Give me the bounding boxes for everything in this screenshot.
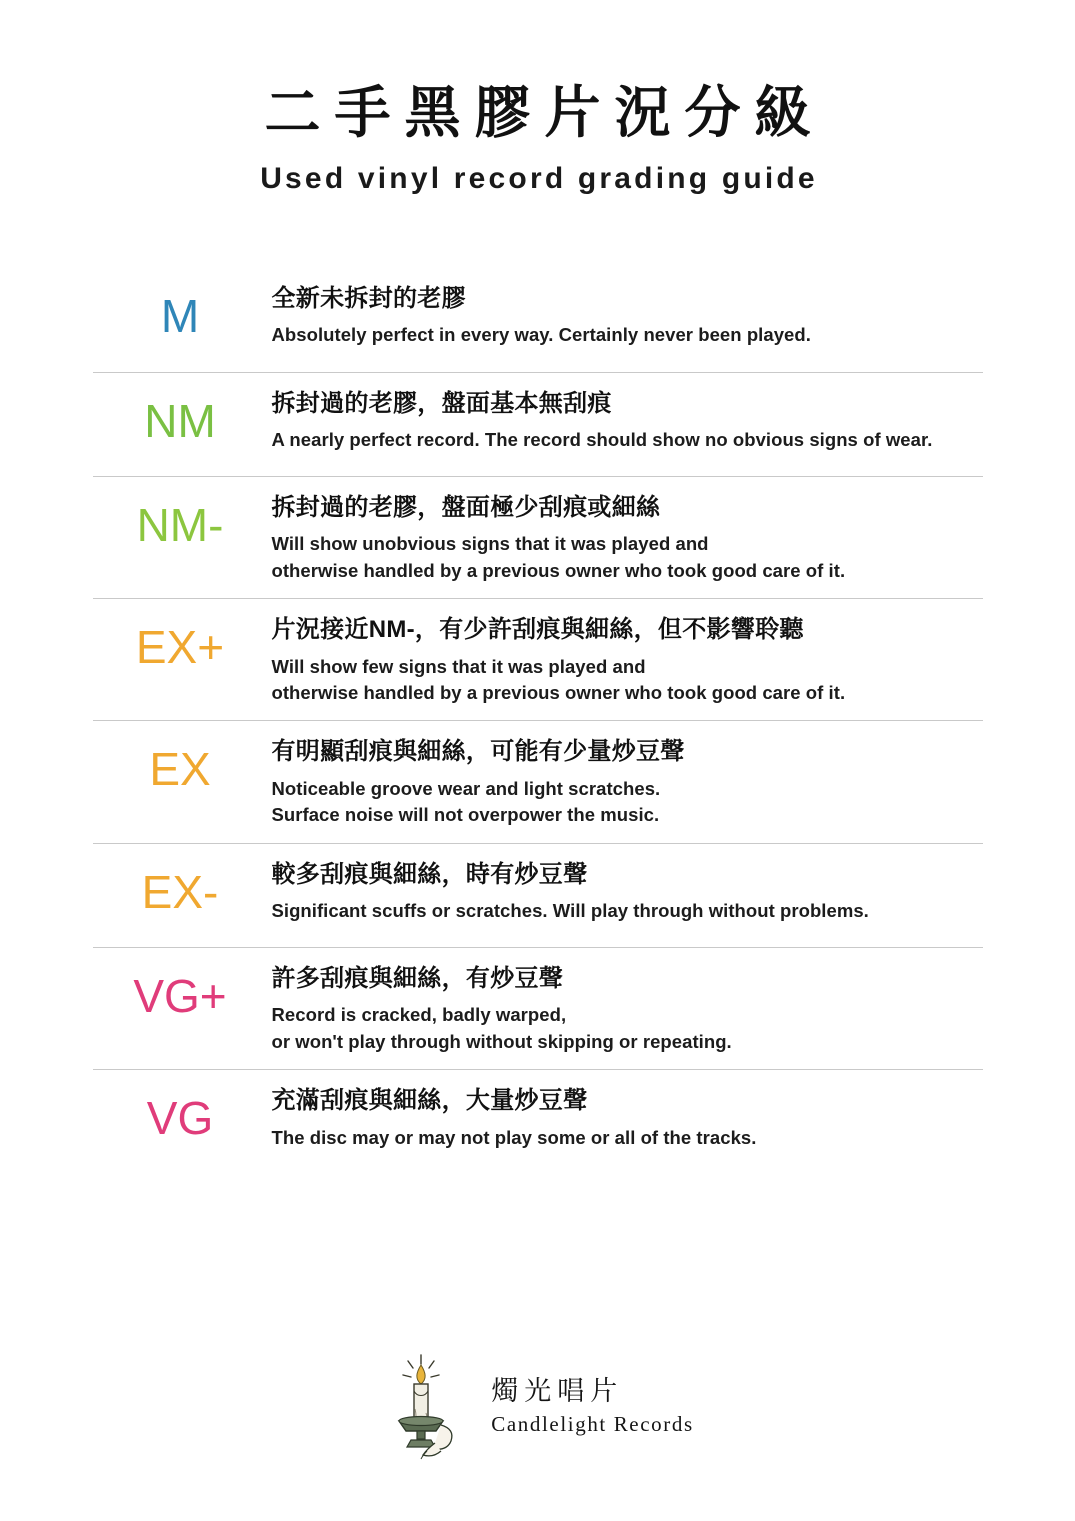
grade-desc-zh-nm-minus: 拆封過的老膠，盤面極少刮痕或細絲 (271, 493, 661, 521)
grade-desc-en-line: Significant scuffs or scratches. Will play through without problems. (271, 900, 869, 922)
grading-list (93, 196, 983, 1173)
grade-desc-en-line: The disc may or may not play some or all of the tracks. (271, 1126, 757, 1148)
grade-row-nm-minus (93, 476, 983, 598)
grade-desc-zh-vg: 充滿刮痕與細絲，大量炒豆聲 (271, 1086, 588, 1114)
grade-row-vg (93, 1069, 983, 1173)
grade-desc-en-ex (272, 776, 983, 829)
page-title-zh: 二手黑膠片況分級 (264, 81, 825, 144)
grade-text-ex-minus (268, 858, 983, 925)
grade-desc-en-nm-minus (272, 531, 983, 584)
grade-text-m (268, 282, 983, 349)
grade-desc-zh-vg-plus: 許多刮痕與細絲，有炒豆聲 (271, 964, 564, 992)
header (0, 0, 1075, 196)
grade-desc-en-vg-plus (272, 1002, 983, 1055)
grade-desc-en-line: otherwise handled by a previous owner who took good care of it. (271, 681, 846, 703)
grade-code-m: M (160, 289, 200, 342)
grade-code-ex: EX (149, 743, 211, 796)
grade-desc-zh-ex: 有明顯刮痕與細絲，可能有少量炒豆聲 (271, 738, 685, 766)
grade-row-ex-minus (93, 843, 983, 947)
grade-desc-en-ex-minus (272, 898, 983, 924)
grade-text-vg (268, 1084, 983, 1151)
grade-row-nm (93, 372, 983, 476)
grade-desc-en-line: Noticeable groove wear and light scratches. (271, 778, 661, 800)
grade-desc-en-ex-plus (272, 654, 983, 707)
footer (0, 1351, 1075, 1461)
grade-desc-en-line: Absolutely perfect in every way. Certainly never been played. (271, 324, 811, 346)
grade-text-ex (268, 735, 983, 828)
grade-code-ex-plus: EX+ (135, 620, 225, 673)
grade-code-nm-minus: NM- (136, 498, 224, 551)
grade-desc-zh-ex-minus: 較多刮痕與細絲，時有炒豆聲 (271, 860, 588, 888)
page-title-en: Used vinyl record grading guide (260, 161, 818, 195)
grade-text-ex-plus (268, 613, 983, 706)
grade-code-nm: NM (144, 394, 216, 447)
grade-desc-en-nm (272, 427, 983, 453)
grade-desc-en-line: otherwise handled by a previous owner who took good care of it. (271, 559, 846, 581)
grade-desc-en-line: Surface noise will not overpower the music. (271, 804, 660, 826)
candle-icon (381, 1351, 473, 1461)
grade-code-vg: VG (146, 1091, 214, 1144)
grade-text-nm (268, 387, 983, 454)
grade-code-ex-minus: EX- (141, 865, 219, 918)
grade-desc-en-m (272, 322, 983, 348)
grade-desc-en-vg (272, 1125, 983, 1151)
brand-name-zh: 燭光唱片 (491, 1376, 624, 1406)
brand-name-en: Candlelight Records (491, 1412, 694, 1436)
grade-row-vg-plus (93, 947, 983, 1069)
grade-desc-en-line: or won't play through without skipping or repeating. (271, 1030, 732, 1052)
brand-block (491, 1369, 693, 1443)
grade-desc-en-line: Will show few signs that it was played and (271, 655, 646, 677)
grade-row-ex (93, 720, 983, 842)
grade-code-vg-plus: VG+ (133, 969, 227, 1022)
grade-text-nm-minus (268, 491, 983, 584)
grade-row-ex-plus (93, 598, 983, 720)
grade-desc-en-line: A nearly perfect record. The record should show no obvious signs of wear. (271, 429, 933, 451)
grade-desc-zh-m: 全新未拆封的老膠 (271, 284, 466, 312)
grade-text-vg-plus (268, 962, 983, 1055)
grade-desc-en-line: Record is cracked, badly warped, (271, 1004, 567, 1026)
grade-desc-en-line: Will show unobvious signs that it was played and (271, 533, 709, 555)
grade-desc-zh-ex-plus: 片況接近NM-，有少許刮痕與細絲，但不影響聆聽 (271, 615, 804, 643)
grade-desc-zh-nm: 拆封過的老膠，盤面基本無刮痕 (271, 389, 612, 417)
grade-row-m (93, 268, 983, 372)
